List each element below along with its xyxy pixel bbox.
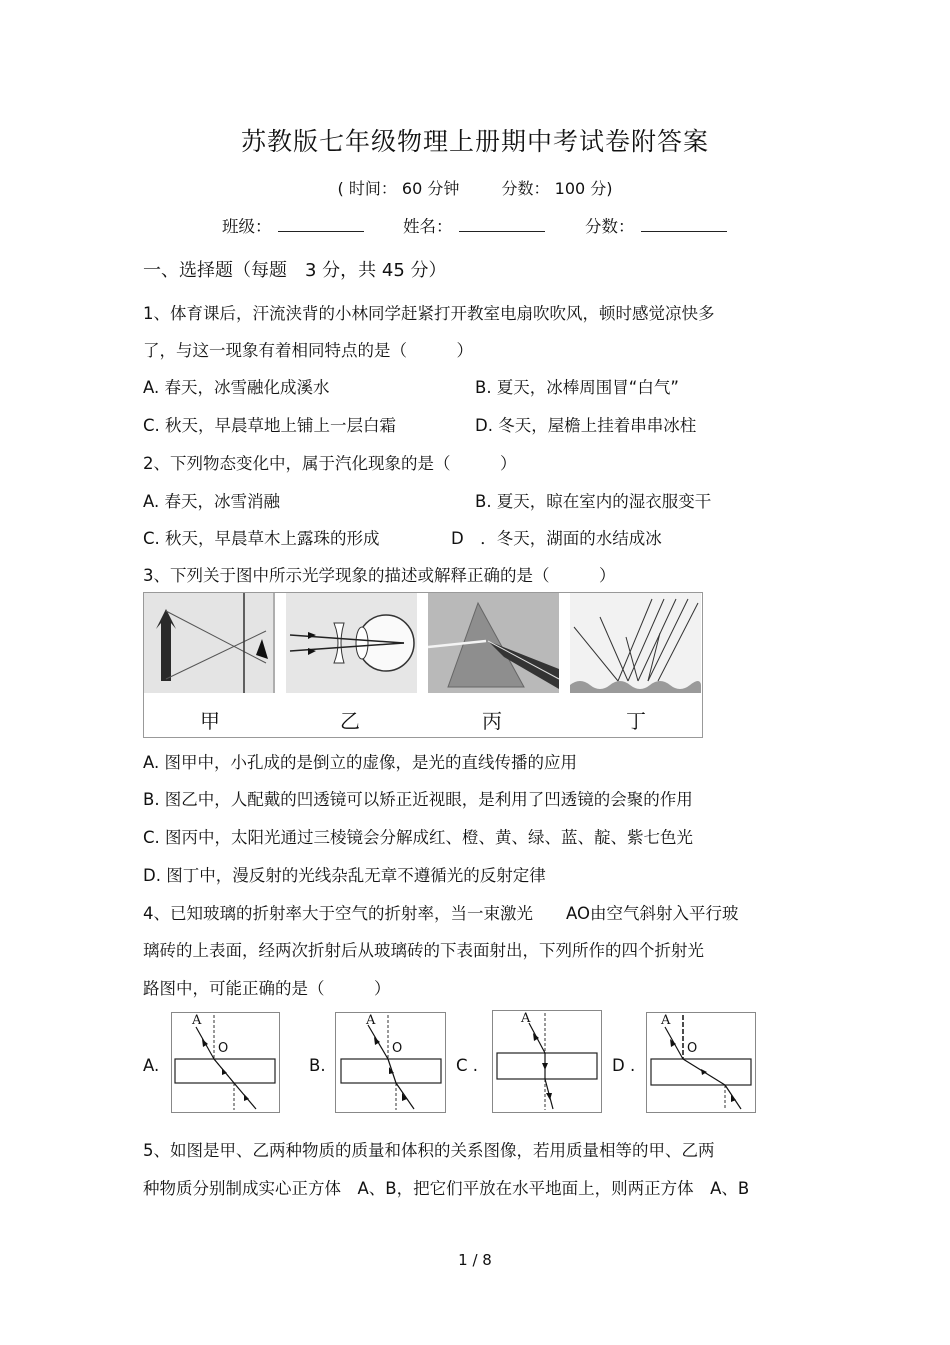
fig-label-ding: 丁 [626,709,646,733]
point-o-label: O [218,1041,229,1056]
score-label: 分数： [585,217,635,236]
page-title: 苏教版七年级物理上册期中考试卷附答案 [240,127,709,156]
score-blank [641,217,727,232]
q4-label-a: A. [143,1056,160,1075]
refraction-diagram-b [335,1012,446,1113]
point-a-label: A [521,1011,531,1026]
field-score [585,213,727,237]
refraction-diagram-a [171,1012,280,1113]
field-class [222,213,364,237]
exam-score: 分数： 100 分) [501,179,613,198]
q2-stem: 2、下列物态变化中，属于汽化现象的是（ ） [143,454,517,473]
prism-diagram [428,593,559,693]
point-a-label: A [366,1013,376,1028]
pinhole-diagram [144,593,275,693]
q5-stem-line1: 5、如图是甲、乙两种物质的质量和体积的关系图像，若用质量相等的甲、乙两 [143,1141,715,1160]
name-label: 姓名： [403,217,453,236]
q4-label-d: D . [612,1056,636,1075]
q3-stem: 3、下列关于图中所示光学现象的描述或解释正确的是（ ） [143,566,616,585]
q1-option-d: D. 冬天，屋檐上挂着串串冰柱 [475,416,697,435]
q3-option-c: C. 图丙中，太阳光通过三棱镜会分解成红、橙、黄、绿、蓝、靛、紫七色光 [143,828,694,847]
q1-stem-line2: 了，与这一现象有着相同特点的是（ ） [143,341,473,360]
section-heading: 一、选择题（每题 3 分，共 45 分） [143,260,447,281]
field-name [403,213,545,237]
q2-option-b: B. 夏天，晾在室内的湿衣服变干 [475,492,712,511]
name-blank [459,217,545,232]
fig-label-yi: 乙 [340,709,360,733]
q4-label-b: B. [309,1056,326,1075]
q1-option-c: C. 秋天，早晨草地上铺上一层白霜 [143,416,397,435]
q4-stem-line1: 4、已知玻璃的折射率大于空气的折射率，当一束激光 AO由空气斜射入平行玻 [143,904,739,923]
optics-figure [143,592,703,738]
q4-stem-line2: 璃砖的上表面，经两次折射后从玻璃砖的下表面射出，下列所作的四个折射光 [143,941,704,960]
point-a-label: A [192,1013,202,1028]
q3-option-b: B. 图乙中，人配戴的凹透镜可以矫正近视眼，是利用了凹透镜的会聚的作用 [143,790,693,809]
q3-option-a: A. 图甲中，小孔成的是倒立的虚像，是光的直线传播的应用 [143,753,577,772]
eye-lens-diagram [286,593,417,693]
q5-stem-line2: 种物质分别制成实心正方体 A、B，把它们平放在水平地面上，则两正方体 A、B [143,1179,750,1198]
class-label: 班级： [222,217,272,236]
q1-stem-line1: 1、体育课后，汗流浃背的小林同学赶紧打开教室电扇吹吹风，顿时感觉凉快多 [143,304,715,323]
point-o-label: O [392,1041,403,1056]
refraction-diagram-d [646,1012,756,1113]
page-number: 1 / 8 [458,1251,492,1269]
q2-option-a: A. 春天，冰雪消融 [143,492,280,511]
q2-option-d: D ．冬天，湖面的水结成冰 [451,529,662,548]
point-a-label: A [661,1013,671,1028]
class-blank [278,217,364,232]
refraction-diagram-c [492,1010,602,1113]
fig-label-jia: 甲 [200,709,220,733]
exam-time: ( 时间： 60 分钟 [337,179,460,198]
q4-stem-line3: 路图中，可能正确的是（ ） [143,979,391,998]
q1-option-a: A. 春天，冰雪融化成溪水 [143,378,330,397]
exam-info [0,176,950,199]
q1-option-b: B. 夏天，冰棒周围冒“白气” [475,378,679,397]
q3-option-d: D. 图丁中，漫反射的光线杂乱无章不遵循光的反射定律 [143,866,546,885]
q4-label-c: C . [456,1056,479,1075]
q2-option-c: C. 秋天，早晨草木上露珠的形成 [143,529,380,548]
point-o-label: O [687,1041,698,1056]
fig-label-bing: 丙 [482,709,502,733]
diffuse-reflection-diagram [570,593,701,693]
